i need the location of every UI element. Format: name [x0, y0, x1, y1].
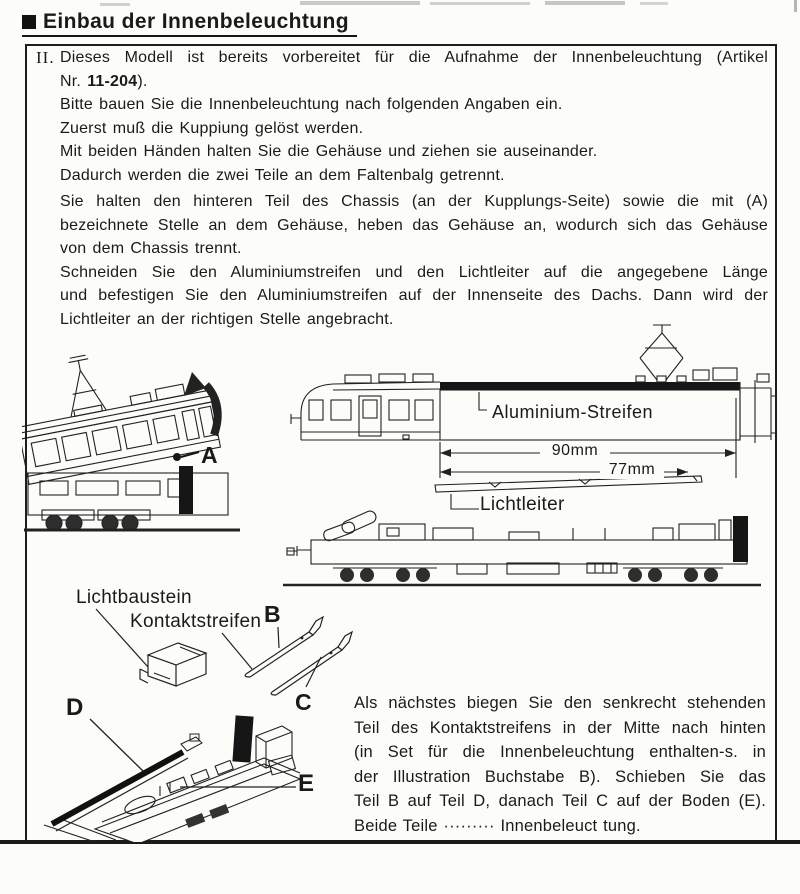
body-line: und befestigen Sie den Aluminiumstreifen auf der Innenseite des Dachs. Dann wird der — [60, 287, 768, 304]
label-dim-90mm: 90mm — [540, 442, 610, 460]
body-line: Teil B auf Teil D, danach Teil C auf der Boden (E). — [354, 792, 766, 811]
label-aluminium-streifen: Aluminium-Streifen — [492, 402, 654, 422]
section-bullet-icon — [22, 15, 36, 29]
article-number: 11-204 — [87, 72, 138, 90]
scan-artifact — [100, 3, 130, 6]
figure-train-lift — [22, 318, 292, 558]
body-line: Lichtleiter an der richtigen Stelle angebracht. — [60, 310, 394, 328]
label-kontaktstreifen: Kontaktstreifen — [130, 611, 262, 632]
page-title-text: Einbau der Innenbeleuchtung — [43, 10, 349, 33]
body-line: Als nächstes biegen Sie den senkrecht stehenden — [354, 694, 766, 712]
body-line: bezeichnete Stelle an dem Gehäuse, heben das Gehäuse an, wodurch sich das Gehäuse — [60, 216, 768, 234]
intro-line: Dieses Modell ist bereits vorbereitet für die Aufnahme der Innenbeleuchtung (Artikel — [60, 49, 768, 66]
scan-artifact — [545, 1, 625, 5]
roman-numeral: II. — [36, 48, 55, 67]
biegen-paragraph — [354, 691, 766, 839]
label-part-b: B — [264, 601, 281, 627]
intro-line: Bitte bauen Sie die Innenbeleuchtung nach folgenden Angaben ein. — [60, 96, 563, 113]
scan-artifact — [430, 2, 530, 5]
body-line: von dem Chassis trennt. — [60, 240, 242, 257]
body-line: Teil des Kontaktstreifens in der Mitte nach hinten — [354, 718, 766, 737]
body-line: der Illustration Buchstabe B). Schieben Sie das — [354, 767, 766, 786]
intro-line: Dadurch werden die zwei Teile an dem Faltenbalg getrennt. — [60, 166, 505, 184]
chassis-paragraph — [60, 190, 768, 331]
label-lichtleiter: Lichtleiter — [480, 494, 565, 515]
label-dim-77mm: 77mm — [600, 461, 664, 479]
body-line: Schneiden Sie den Aluminiumstreifen und den Lichtleiter auf die angegebene Länge — [60, 263, 768, 281]
title-underline — [22, 35, 357, 37]
intro-line: Zuerst muß die Kuppiung gelöst werden. — [60, 119, 364, 137]
scan-artifact — [300, 1, 420, 5]
body-line: (in Set für die Innenbeleuchtung enthalten-s. in — [354, 743, 766, 762]
page-title — [22, 10, 349, 34]
intro-paragraph — [60, 46, 768, 187]
label-part-c: C — [295, 689, 312, 715]
label-part-e: E — [298, 770, 315, 797]
scan-artifact — [640, 2, 668, 5]
intro-line: Nr. 11-204). — [60, 72, 148, 90]
figure-train-side — [283, 318, 779, 610]
body-line: Beide Teile ········· Innenbeleuct tung. — [354, 816, 641, 835]
label-part-d: D — [66, 694, 84, 721]
body-line: Sie halten den hinteren Teil des Chassis (an der Kupplungs-Seite) sowie die mit (A) — [60, 193, 768, 210]
label-part-a: A — [201, 442, 218, 468]
scan-artifact — [794, 0, 797, 12]
label-lichtbaustein: Lichtbaustein — [76, 587, 192, 608]
intro-line: Mit beiden Händen halten Sie die Gehäuse und ziehen sie auseinander. — [60, 143, 598, 160]
figure-chassis-perspective — [40, 692, 362, 842]
